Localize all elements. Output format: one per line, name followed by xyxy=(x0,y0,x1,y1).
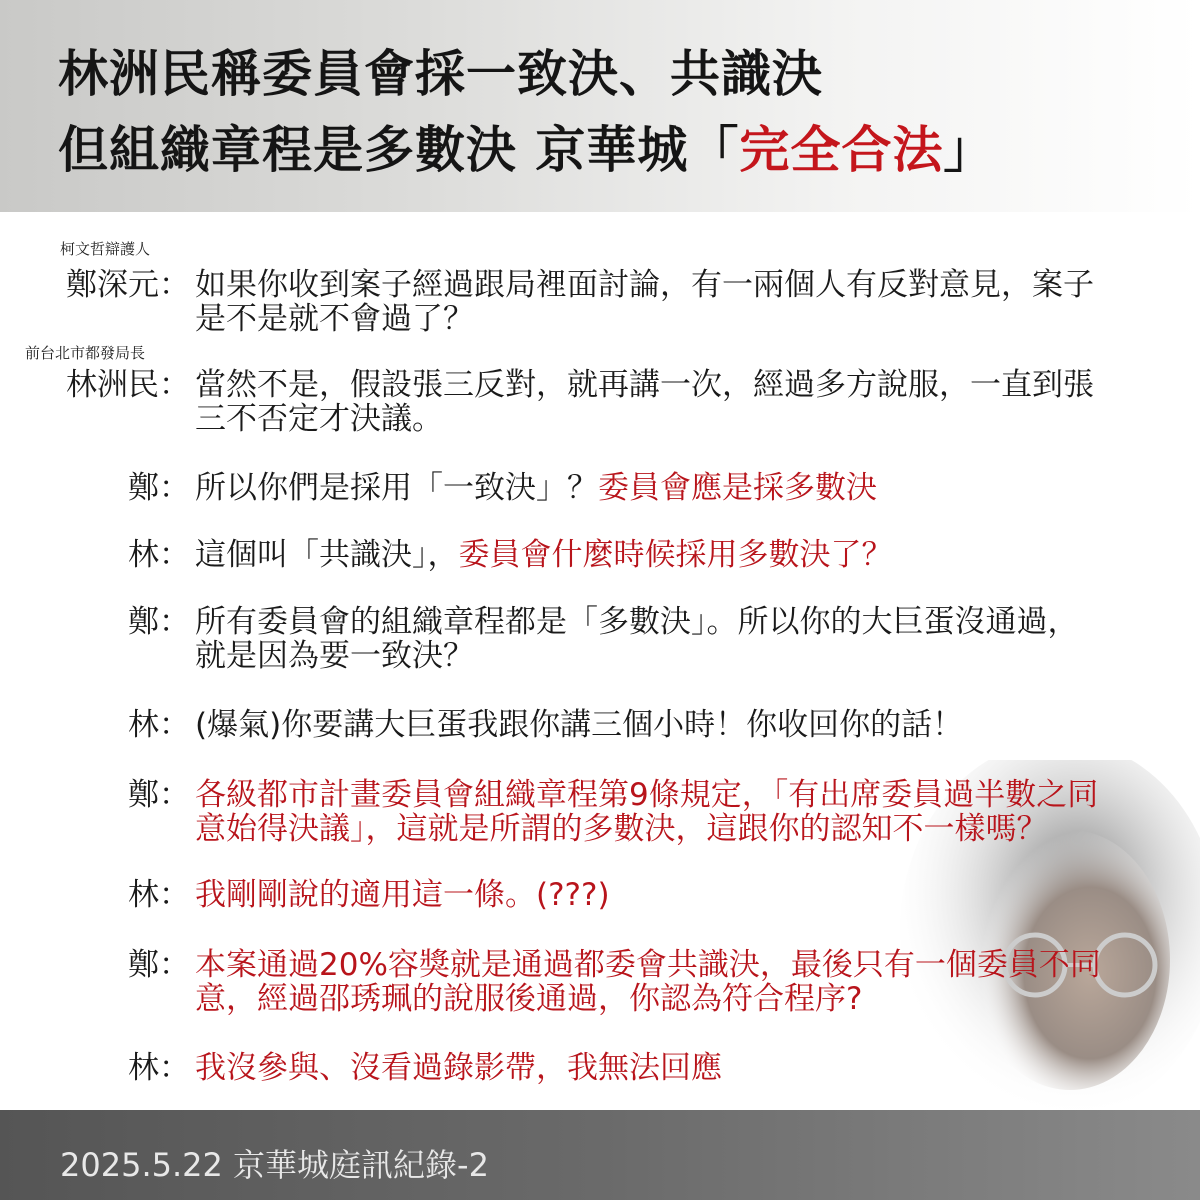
text-line xyxy=(195,538,893,572)
dialogue-text xyxy=(195,268,1094,336)
role-label-lin: 前台北市都發局長 xyxy=(25,344,146,362)
speaker-label: 鄭： xyxy=(128,777,190,813)
header-band xyxy=(0,0,1200,212)
headline-highlight: 完全合法 xyxy=(739,121,944,179)
text-line xyxy=(195,268,1094,302)
text-line xyxy=(195,402,1094,436)
plain-text: 當然不是，假設張三反對，就再講一次，經過多方說服，一直到張 xyxy=(195,367,1094,403)
headline-line-2 xyxy=(58,110,994,182)
highlighted-text: 各級都市計畫委員會組織章程第9條規定，「有出席委員過半數之同 xyxy=(195,777,1099,813)
speaker-label: 林： xyxy=(128,1050,190,1086)
role-label-zheng: 柯文哲辯護人 xyxy=(60,240,151,258)
headline-suffix: 」 xyxy=(943,121,995,179)
highlighted-text: 意始得決議」，這就是所謂的多數決，這跟你的認知不一樣嗎？ xyxy=(195,811,1048,847)
highlighted-text: 我沒參與、沒看過錄影帶，我無法回應 xyxy=(195,1050,722,1086)
text-line xyxy=(195,471,877,505)
speaker-label: 鄭深元： xyxy=(66,267,190,303)
dialogue-text xyxy=(195,878,610,912)
dialogue-text xyxy=(195,538,893,572)
text-line xyxy=(195,639,1079,673)
speaker-label: 鄭： xyxy=(128,470,190,506)
highlighted-text: 委員會應是採多數決 xyxy=(598,470,877,506)
text-line xyxy=(195,982,1101,1016)
text-line xyxy=(195,948,1101,982)
dialogue-text xyxy=(195,471,877,505)
headline-prefix: 但組織章程是多數決 京華城「 xyxy=(58,121,740,179)
plain-text: 所以你們是採用「一致決」？ xyxy=(195,470,598,506)
dialogue-text xyxy=(195,368,1094,436)
speaker-label: 林洲民： xyxy=(66,367,190,403)
text-line xyxy=(195,812,1098,846)
highlighted-text: 本案通過20%容獎就是通過都委會共識決，最後只有一個委員不同 xyxy=(195,947,1101,983)
plain-text: 如果你收到案子經過跟局裡面討論，有一兩個人有反對意見，案子 xyxy=(195,267,1094,303)
headline-line-1: 林洲民稱委員會採一致決、共識決 xyxy=(58,45,823,103)
dialogue-text xyxy=(195,948,1101,1016)
speaker-label: 鄭： xyxy=(128,947,190,983)
plain-text: 三不否定才決議。 xyxy=(195,401,443,437)
speaker-label: 林： xyxy=(128,707,190,743)
text-line xyxy=(195,778,1098,812)
speaker-label: 林： xyxy=(128,537,190,573)
text-line xyxy=(195,1051,722,1085)
text-line xyxy=(195,605,1079,639)
highlighted-text: 意，經過邵琇珮的說服後通過，你認為符合程序? xyxy=(195,981,863,1017)
plain-text: 這個叫「共識決」， xyxy=(195,537,459,573)
text-line xyxy=(195,878,610,912)
speaker-label: 林： xyxy=(128,877,190,913)
plain-text: 就是因為要一致決？ xyxy=(195,638,474,674)
footer-caption: 2025.5.22 京華城庭訊紀錄-2 xyxy=(60,1146,489,1184)
footer-band xyxy=(0,1110,1200,1200)
text-line xyxy=(195,708,963,742)
speaker-label: 鄭： xyxy=(128,604,190,640)
highlighted-text: 我剛剛說的適用這一條。(???) xyxy=(195,877,610,913)
plain-text: 所有委員會的組織章程都是「多數決」。所以你的大巨蛋沒通過， xyxy=(195,604,1079,640)
highlighted-text: 委員會什麼時候採用多數決了？ xyxy=(458,537,893,573)
dialogue-text xyxy=(195,708,963,742)
plain-text: (爆氣)你要講大巨蛋我跟你講三個小時！你收回你的話！ xyxy=(195,707,964,743)
dialogue-text xyxy=(195,778,1098,846)
dialogue-text xyxy=(195,1051,722,1085)
plain-text: 是不是就不會過了？ xyxy=(195,301,474,337)
text-line xyxy=(195,368,1094,402)
text-line xyxy=(195,302,1094,336)
dialogue-text xyxy=(195,605,1079,673)
